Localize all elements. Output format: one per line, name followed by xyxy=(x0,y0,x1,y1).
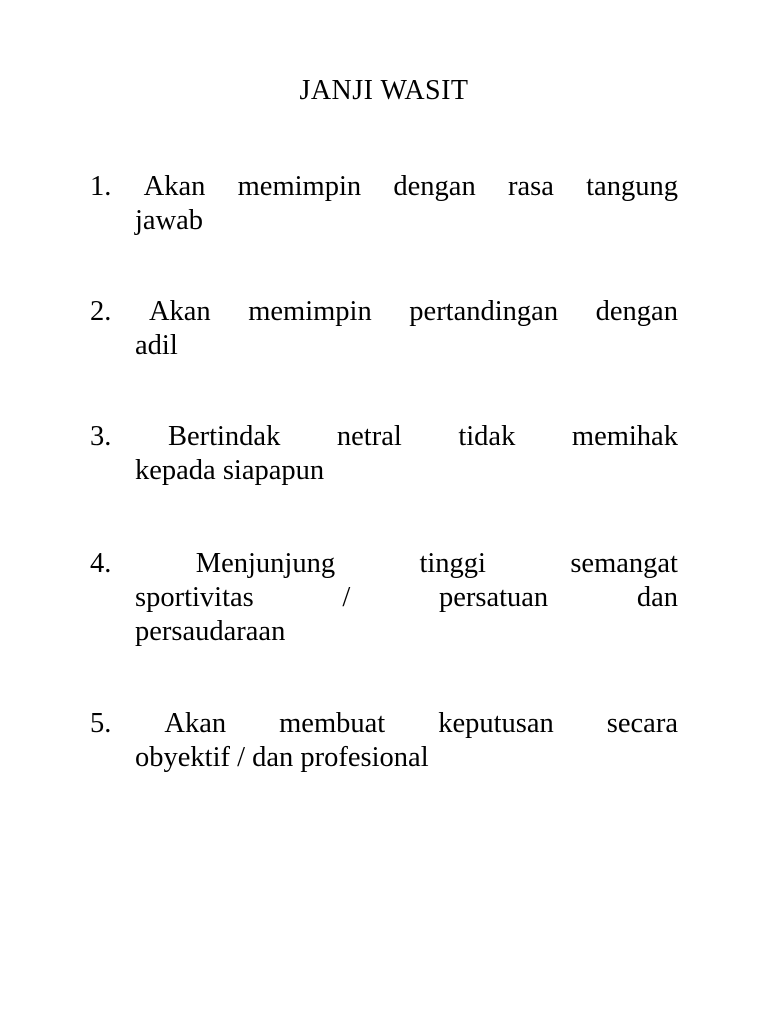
list-item-number: 5. xyxy=(90,708,112,739)
list-item-word: netral xyxy=(336,421,402,452)
list-item-word: membuat xyxy=(279,708,386,739)
list-item-line xyxy=(90,420,678,454)
list-item xyxy=(90,420,678,488)
list-item-line xyxy=(90,547,678,581)
list-item-word: Akan xyxy=(148,296,211,327)
list-item xyxy=(90,295,678,363)
list-item-word: keputusan xyxy=(438,708,554,739)
list-item-word: tinggi xyxy=(419,548,486,579)
list-item-word: dan xyxy=(636,582,678,613)
list-item xyxy=(90,707,678,775)
list-item-word: Akan xyxy=(164,708,227,739)
list-item-continuation: persaudaraan xyxy=(135,616,286,647)
list-item-word: Bertindak xyxy=(167,421,281,452)
list-item-line xyxy=(90,295,678,329)
list-item-word: tangung xyxy=(586,171,678,202)
list-item-number: 2. xyxy=(90,296,112,327)
list-item-line xyxy=(90,707,678,741)
list-item-word: pertandingan xyxy=(409,296,559,327)
list-item-continuation: kepada siapapun xyxy=(135,455,325,486)
list-item xyxy=(90,170,678,238)
list-item-word: / xyxy=(342,582,351,613)
list-item-word: Akan xyxy=(143,171,206,202)
list-item xyxy=(90,547,678,649)
list-item-word: tidak xyxy=(458,421,516,452)
list-item-word: Menjunjung xyxy=(195,548,336,579)
list-item-word: dengan xyxy=(595,296,678,327)
list-item-continuation: obyektif / dan profesional xyxy=(135,742,429,773)
list-item-word: memimpin xyxy=(248,296,372,327)
list-item-word: semangat xyxy=(570,548,678,579)
list-item-number: 4. xyxy=(90,548,112,579)
list-item-word: rasa xyxy=(507,171,554,202)
list-item-line xyxy=(90,581,678,615)
list-item-number: 1. xyxy=(90,171,112,202)
list-item-number: 3. xyxy=(90,421,112,452)
list-item-word: secara xyxy=(606,708,678,739)
list-item-word: sportivitas xyxy=(135,582,254,613)
list-item-word: memimpin xyxy=(237,171,362,202)
list-item-continuation: jawab xyxy=(135,205,204,236)
list-item-line xyxy=(90,170,678,204)
list-item-word: memihak xyxy=(571,421,678,452)
list-item-continuation: adil xyxy=(135,330,178,361)
document-title: JANJI WASIT xyxy=(299,75,469,106)
list-item-word: dengan xyxy=(393,171,476,202)
list-item-word: persatuan xyxy=(438,582,549,613)
